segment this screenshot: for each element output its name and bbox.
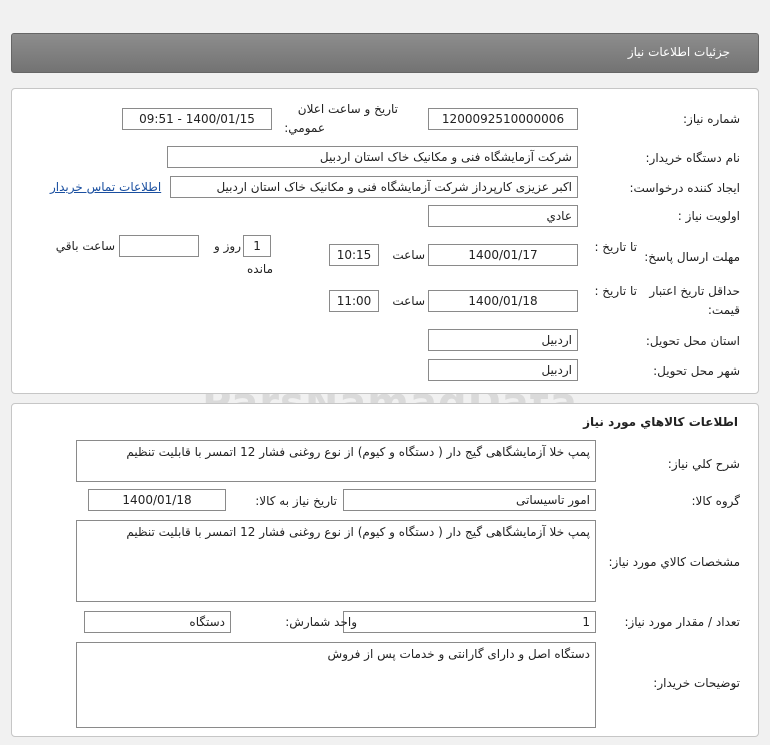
deadline-to-date-label: تا تاريخ : xyxy=(594,240,637,254)
buyer-field[interactable]: شرکت آزمایشگاه فنی و مکانیک خاک استان اردبیل xyxy=(167,146,578,168)
need-date-field[interactable]: 1400/01/18 xyxy=(88,489,226,511)
summary-field[interactable]: پمپ خلا آزمایشگاهی گیج دار ( دستگاه و کیوم) از نوع روغنی فشار 12 اتمسر با قابلیت تنظیم xyxy=(76,440,596,482)
page-title: جزئيات اطلاعات نياز xyxy=(627,45,730,59)
validity-time-label: ساعت xyxy=(392,294,425,308)
deadline-time-field[interactable]: 10:15 xyxy=(329,244,379,266)
goods-group-label: گروه کالا: xyxy=(691,494,740,508)
remaining-hours-label: ساعت باقي xyxy=(55,239,115,253)
buyer-contact-link[interactable]: اطلاعات تماس خريدار xyxy=(50,180,162,194)
specs-field[interactable]: پمپ خلا آزمایشگاهی گیج دار ( دستگاه و کیوم) از نوع روغنی فشار 12 اتمسر با قابلیت تنظیم xyxy=(76,520,596,602)
summary-label: شرح کلي نياز: xyxy=(667,457,740,471)
remaining-label: مانده xyxy=(246,262,273,276)
announce-label: تاريخ و ساعت اعلان xyxy=(297,102,398,116)
quantity-label: تعداد / مقدار مورد نياز: xyxy=(624,615,740,629)
requester-field[interactable]: اکبر عزیزی کارپرداز شرکت آزمایشگاه فنی و مکانیک خاک استان اردبیل xyxy=(170,176,578,198)
day-label: روز و xyxy=(214,239,241,253)
goods-section-title: اطلاعات کالاهاي مورد نياز xyxy=(583,415,738,429)
deadline-date-field[interactable]: 1400/01/17 xyxy=(428,244,578,266)
announce-label-2: عمومي: xyxy=(284,121,325,135)
deadline-time-label: ساعت xyxy=(392,248,425,262)
page-header xyxy=(11,33,759,73)
unit-label: واحد شمارش: xyxy=(285,615,357,629)
quantity-field[interactable]: 1 xyxy=(343,611,596,633)
specs-label: مشخصات کالاي مورد نياز: xyxy=(608,555,740,569)
remaining-days-field[interactable]: 1 xyxy=(243,235,271,257)
need-number-field[interactable]: 1200092510000006 xyxy=(428,108,578,130)
buyer-notes-field[interactable]: دستگاه اصل و دارای گارانتی و خدمات پس از فروش xyxy=(76,642,596,728)
priority-label: اولويت نياز : xyxy=(677,209,740,223)
deadline-label: مهلت ارسال پاسخ: xyxy=(644,250,740,264)
remaining-hours-field[interactable] xyxy=(119,235,199,257)
unit-field[interactable]: دستگاه xyxy=(84,611,231,633)
announce-datetime-field[interactable]: 1400/01/15 - 09:51 xyxy=(122,108,272,130)
priority-field[interactable]: عادي xyxy=(428,205,578,227)
validity-to-date-label: تا تاريخ : xyxy=(594,284,637,298)
province-label: استان محل تحويل: xyxy=(645,334,740,348)
city-field[interactable]: اردبیل xyxy=(428,359,578,381)
city-label: شهر محل تحويل: xyxy=(653,364,740,378)
validity-label-2: قيمت: xyxy=(707,303,740,317)
need-number-label: شماره نياز: xyxy=(683,112,740,126)
buyer-label: نام دستگاه خريدار: xyxy=(645,151,740,165)
goods-group-field[interactable]: امور تاسیساتی xyxy=(343,489,596,511)
validity-label: حداقل تاريخ اعتبار xyxy=(649,284,740,298)
validity-date-field[interactable]: 1400/01/18 xyxy=(428,290,578,312)
buyer-notes-label: توضيحات خريدار: xyxy=(653,676,740,690)
validity-time-field[interactable]: 11:00 xyxy=(329,290,379,312)
province-field[interactable]: اردبیل xyxy=(428,329,578,351)
requester-label: ايجاد کننده درخواست: xyxy=(629,181,740,195)
need-date-label: تاريخ نياز به کالا: xyxy=(255,494,337,508)
